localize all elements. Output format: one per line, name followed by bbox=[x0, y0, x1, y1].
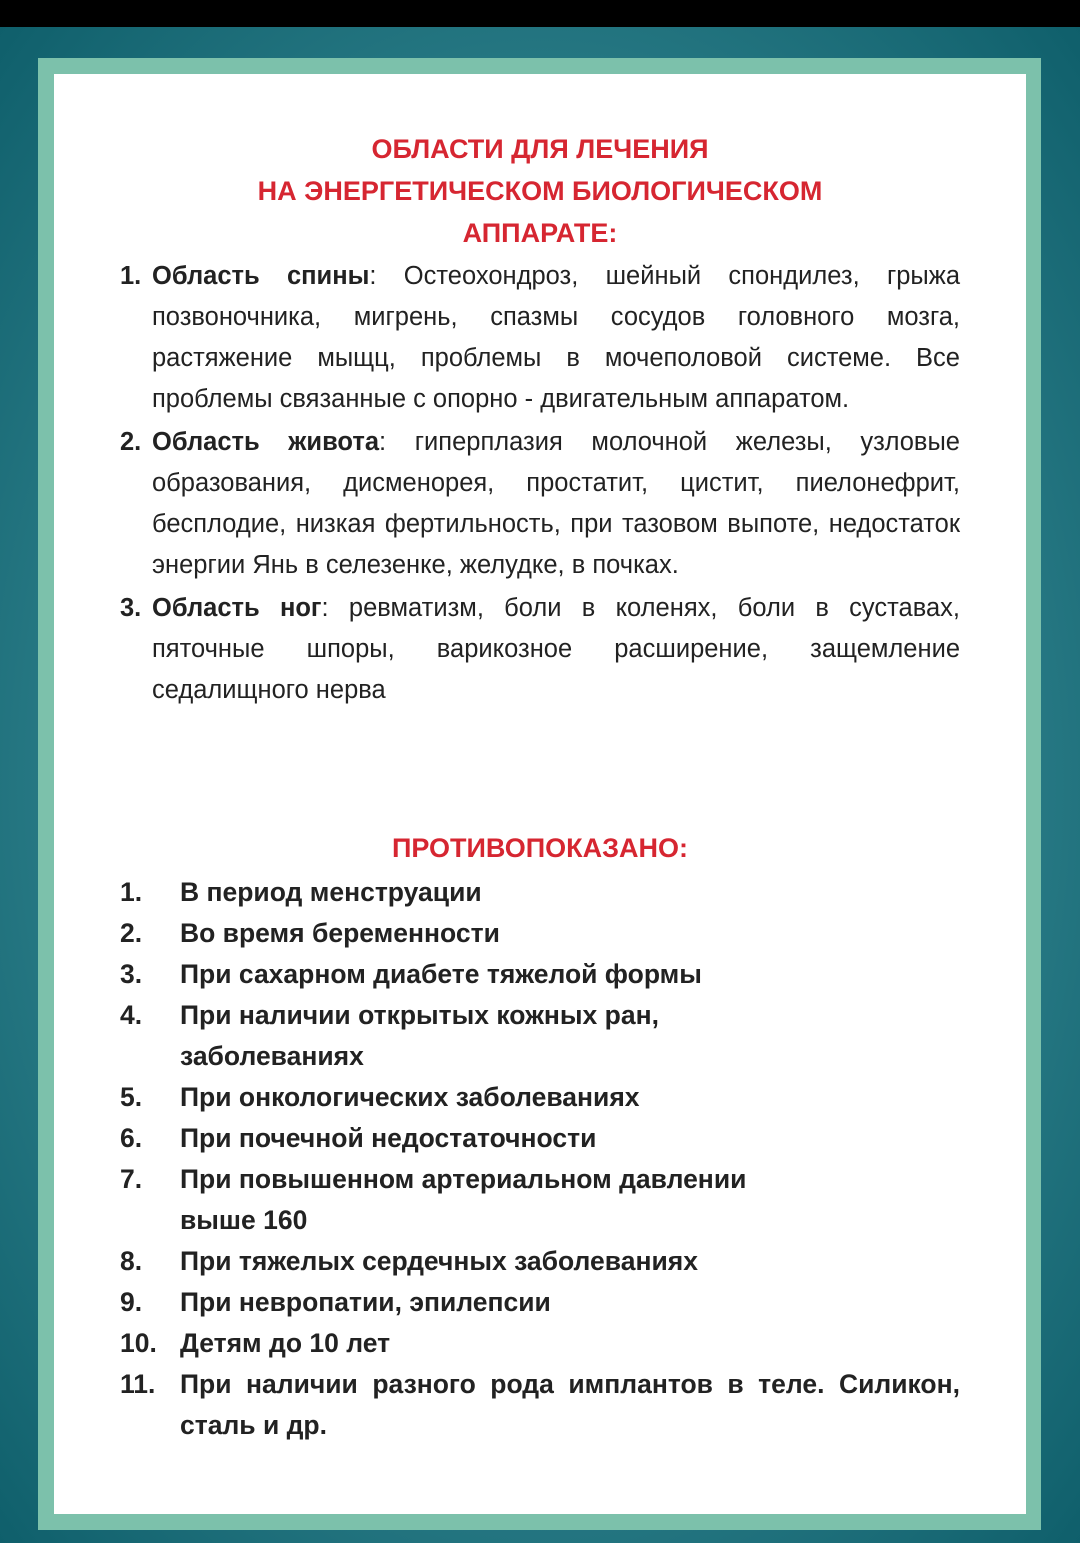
heading-line-2: НА ЭНЕРГЕТИЧЕСКОМ БИОЛОГИЧЕСКОМ bbox=[257, 176, 823, 206]
contra-item bbox=[120, 913, 960, 954]
heading-line-3: АППАРАТЕ: bbox=[462, 218, 618, 248]
contra-item bbox=[120, 1159, 960, 1241]
contra-item bbox=[120, 1282, 960, 1323]
area-name: Область спины bbox=[152, 262, 370, 290]
contra-item bbox=[120, 1118, 960, 1159]
contra-text: Во время беременности bbox=[180, 918, 500, 948]
area-number: 2. bbox=[120, 428, 142, 456]
area-description: : Остеохондроз, шейный спондилез, грыжа позвоночника, мигрень, спазмы сосудов головного мозга, растяжение мыщц, проблемы в мочеполовой системе. Все проблемы связанные с опорно - двигательным аппаратом. bbox=[152, 262, 960, 413]
contra-item bbox=[120, 954, 960, 995]
contra-text: При почечной недостаточности bbox=[180, 1123, 597, 1153]
contra-number: 1. bbox=[120, 877, 143, 907]
contra-item bbox=[120, 1241, 960, 1282]
area-item-abdomen bbox=[120, 422, 960, 586]
contra-text: При сахарном диабете тяжелой формы bbox=[180, 959, 702, 989]
contra-number: 2. bbox=[120, 918, 143, 948]
top-black-bar bbox=[0, 0, 1080, 27]
heading-line-1: ОБЛАСТИ ДЛЯ ЛЕЧЕНИЯ bbox=[371, 134, 709, 164]
contra-number: 5. bbox=[120, 1082, 143, 1112]
contra-text: При наличии открытых кожных ран, заболеваниях bbox=[180, 1000, 659, 1071]
area-number: 3. bbox=[120, 594, 142, 622]
area-name: Область живота bbox=[152, 428, 380, 456]
contra-number: 11. bbox=[120, 1369, 156, 1399]
area-name: Область ног bbox=[152, 594, 322, 622]
contra-text: При повышенном артериальном давлении выше 160 bbox=[180, 1164, 747, 1235]
contra-number: 3. bbox=[120, 959, 143, 989]
contra-number: 8. bbox=[120, 1246, 143, 1276]
contra-number: 6. bbox=[120, 1123, 143, 1153]
area-item-back bbox=[120, 256, 960, 420]
contra-text: При тяжелых сердечных заболеваниях bbox=[180, 1246, 698, 1276]
area-item-legs bbox=[120, 588, 960, 711]
contra-item bbox=[120, 1364, 960, 1446]
main-heading bbox=[54, 128, 1026, 254]
contraindications-list bbox=[120, 872, 960, 1446]
contra-text: При онкологических заболеваниях bbox=[180, 1082, 640, 1112]
contra-item bbox=[120, 872, 960, 913]
contra-item bbox=[120, 1077, 960, 1118]
contra-number: 9. bbox=[120, 1287, 143, 1317]
contra-text: Детям до 10 лет bbox=[180, 1328, 391, 1358]
contra-text: В период менструации bbox=[180, 877, 482, 907]
document-sheet bbox=[54, 74, 1026, 1514]
contra-number: 7. bbox=[120, 1164, 143, 1194]
contraindications-heading: ПРОТИВОПОКАЗАНО: bbox=[391, 833, 689, 863]
contra-text: При наличии разного рода имплантов в теле. Силикон, сталь и др. bbox=[180, 1369, 960, 1440]
area-description: : гиперплазия молочной железы, узловые образования, дисменорея, простатит, цистит, пиелонефрит, бесплодие, низкая фертильность, при тазовом выпоте, недостаток энергии Янь в селезенке, желудке, в почках. bbox=[152, 428, 960, 579]
contra-number: 4. bbox=[120, 1000, 143, 1030]
contra-item bbox=[120, 995, 960, 1077]
contra-number: 10. bbox=[120, 1328, 157, 1358]
contra-item bbox=[120, 1323, 960, 1364]
contra-text: При невропатии, эпилепсии bbox=[180, 1287, 551, 1317]
area-number: 1. bbox=[120, 262, 142, 290]
area-description: : ревматизм, боли в коленях, боли в суставах, пяточные шпоры, варикозное расширение, защемление седалищного нерва bbox=[152, 594, 960, 704]
treatment-areas-list bbox=[120, 256, 960, 711]
